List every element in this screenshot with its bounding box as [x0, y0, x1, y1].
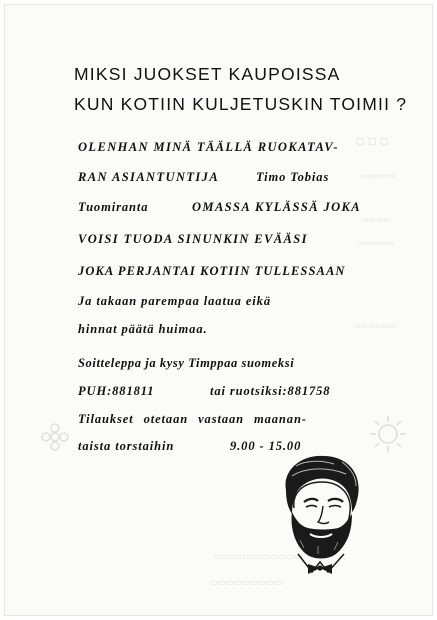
bleed-through-mark: ▭▭▭▭▭▭▭▭▭▭▭	[214, 552, 303, 561]
bleed-through-mark: ▢ ▢ ▢	[356, 136, 390, 146]
body-line: VOISI TUODA SINUNKIN EVÄÄSI	[78, 232, 308, 246]
bleed-through-flower-icon	[40, 422, 70, 452]
body-line: OMASSA KYLÄSSÄ JOKA	[192, 200, 362, 214]
body-line: RAN ASIANTUNTIJA	[78, 170, 220, 184]
bleed-through-mark: ▭▭▭▭	[362, 217, 391, 224]
bleed-through-mark: ▭▭▭▭▭	[360, 173, 396, 180]
bleed-through-mark: ▭▭▭▭▭▭	[354, 323, 397, 330]
body-line: Timo Tobias	[256, 170, 330, 184]
body-line: taista torstaihin	[78, 439, 175, 453]
bleed-through-sun-icon	[366, 414, 410, 454]
bearded-man-portrait-icon	[272, 450, 368, 582]
flyer-page	[4, 4, 433, 616]
opening-hours: 9.00 - 15.00	[230, 439, 302, 453]
bleed-through-mark: ▭▭▭▭▭▭▭▭▭	[210, 578, 283, 587]
body-line: Ja takaan parempaa laatua eikä	[78, 294, 271, 308]
body-line: hinnat päätä huimaa.	[78, 322, 208, 336]
body-line: OLENHAN MINÄ TÄÄLLÄ RUOKATAV-	[78, 140, 339, 154]
phone-number: PUH:881811	[78, 384, 155, 398]
headline-line-2: KUN KOTIIN KULJETUSKIN TOIMII ?	[74, 94, 408, 114]
headline-line-1: MIKSI JUOKSET KAUPOISSA	[74, 64, 341, 84]
body-line: Tilaukset otetaan vastaan maanan-	[78, 412, 307, 426]
bleed-through-mark: ▭▭▭▭▭	[359, 240, 395, 247]
body-line: Tuomiranta	[78, 200, 149, 214]
body-line: Soitteleppa ja kysy Timppaa suomeksi	[78, 356, 295, 370]
body-line: JOKA PERJANTAI KOTIIN TULLESSAAN	[78, 264, 346, 278]
phone-number-swedish: tai ruotsiksi:881758	[210, 384, 331, 398]
